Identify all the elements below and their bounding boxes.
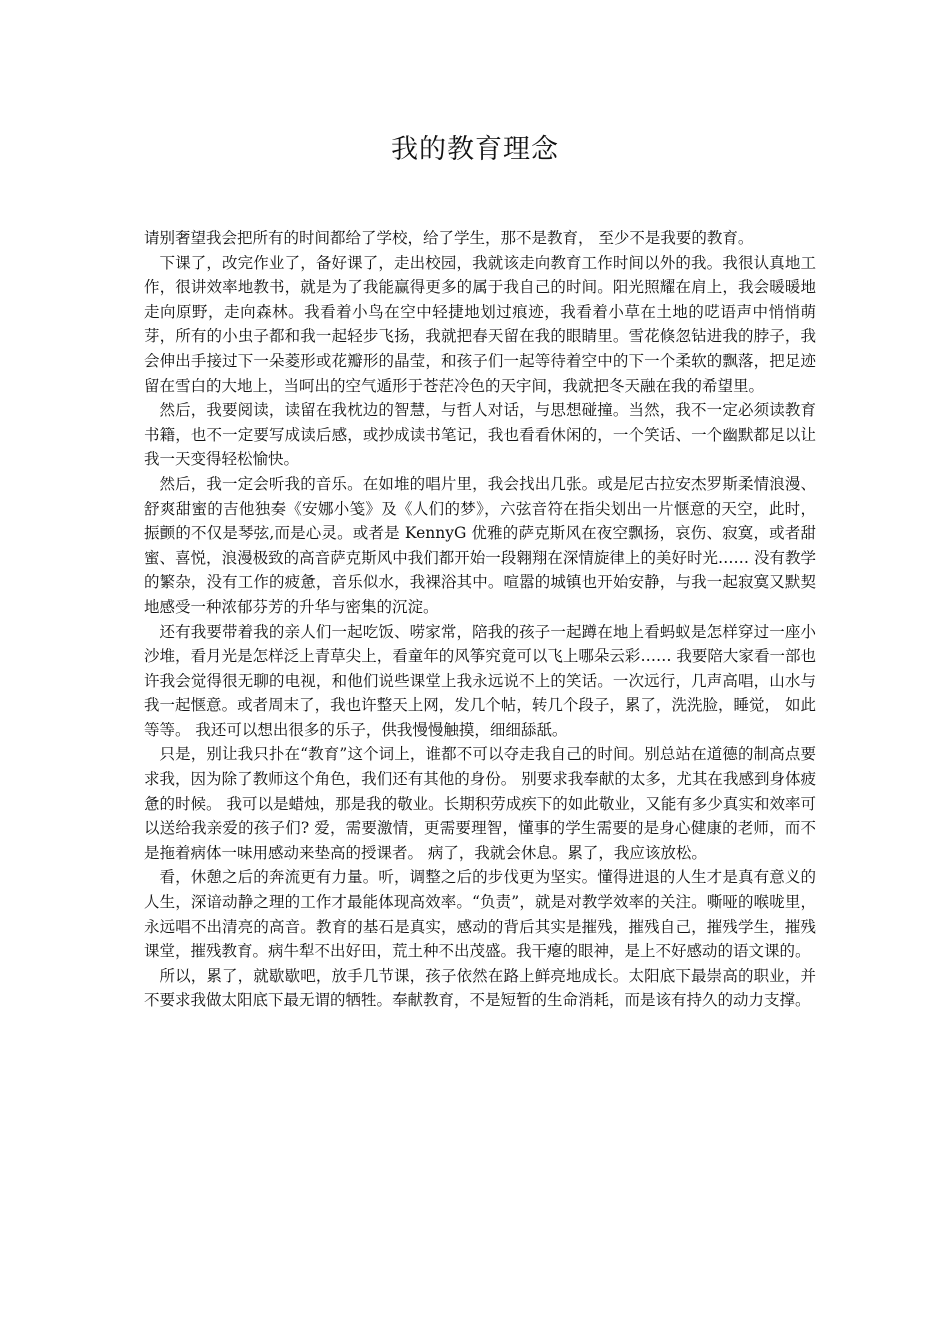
paragraph-7: 看，休憩之后的奔流更有力量。听，调整之后的步伐更为坚实。懂得进退的人生才是真有意义的人生，深谙动静之理的工作才最能体现高效率。“负责”，就是对教学效率的关注。嘶哑的喉咙里，永远唱不出清亮的高音。教育的基石是真实，感动的背后其实是摧残，摧残自己，摧残学生，摧残课堂，摧残教育。病牛犁不出好田，荒土种不出茂盛。我干瘪的眼神，是上不好感动的语文课的。	[144, 868, 816, 961]
paragraph-2: 下课了，改完作业了，备好课了，走出校园，我就该走向教育工作时间以外的我。我很认真地工作，很讲效率地教书，就是为了我能赢得更多的属于我自己的时间。阳光照耀在肩上，我会暖暖地走向原野，走向森林。我看着小鸟在空中轻捷地划过痕迹，我看着小草在土地的呓语声中悄悄萌芽，所有的小虫子都和我一起轻步飞扬，我就把春天留在我的眼睛里。雪花倏忽钻进我的脖子，我会伸出手接过下一朵菱形或花瓣形的晶莹，和孩子们一起等待着空中的下一个柔软的飘落，把足迹留在雪白的大地上，当呵出的空气遁形于苍茫冷色的天宇间，我就把冬天融在我的希望里。	[144, 253, 816, 395]
paragraph-6: 只是，别让我只扑在“教育”这个词上，谁都不可以夺走我自己的时间。别总站在道德的制高点要求我，因为除了教师这个角色，我们还有其他的身份。 别要求我奉献的太多，尤其在我感到身体疲惫的时候。 我可以是蜡烛，那是我的敬业。长期积劳成疾下的如此敬业，又能有多少真实和效率可以送给我亲爱的孩子们? 爱，需要激情，更需要理智，懂事的学生需要的是身心健康的老师，而不是拖着病体一味用感动来垫高的授课者。 病了，我就会休息。累了，我应该放松。	[144, 745, 816, 862]
document-title: 我的教育理念	[391, 134, 559, 165]
paragraph-8: 所以，累了，就歇歇吧，放手几节课，孩子依然在路上鲜亮地成长。太阳底下最崇高的职业，并不要求我做太阳底下最无谓的牺牲。奉献教育，不是短暂的生命消耗，而是该有持久的动力支撑。	[144, 966, 816, 1010]
paragraph-4: 然后，我一定会听我的音乐。在如堆的唱片里，我会找出几张。或是尼古拉安杰罗斯柔情浪漫、舒爽甜蜜的吉他独奏《安娜小笺》及《人们的梦》，六弦音符在指尖划出一片惬意的天空，此时，振颤的不仅是琴弦,而是心灵。或者是 KennyG 优雅的萨克斯风在夜空飘扬，哀伤、寂寞，或者甜蜜、喜悦，浪漫极致的高音萨克斯风中我们都开始一段翱翔在深情旋律上的美好时光…… 没有教学的繁杂，没有工作的疲惫，音乐似水，我裸浴其中。喧嚣的城镇也开始安静，与我一起寂寞又默契地感受一种浓郁芬芳的升华与密集的沉淀。	[144, 474, 816, 616]
paragraph-3: 然后，我要阅读，读留在我枕边的智慧，与哲人对话，与思想碰撞。当然，我不一定必须读教育书籍，也不一定要写成读后感，或抄成读书笔记，我也看看休闲的，一个笑话、一个幽默都足以让我一天变得轻松愉快。	[144, 401, 816, 469]
document-body	[144, 226, 816, 1013]
paragraph-5: 还有我要带着我的亲人们一起吃饭、唠家常，陪我的孩子一起蹲在地上看蚂蚁是怎样穿过一座小沙堆，看月光是怎样泛上青草尖上，看童年的风筝究竟可以飞上哪朵云彩…… 我要陪大家看一部也许我会觉得很无聊的电视，和他们说些课堂上我永远说不上的笑话。一次远行，几声高唱，山水与我一起惬意。或者周末了，我也许整天上网，发几个帖，转几个段子，累了，洗洗脸，睡觉， 如此等等。 我还可以想出很多的乐子，供我慢慢触摸，细细舔舐。	[144, 622, 816, 739]
paragraph-1: 请别奢望我会把所有的时间都给了学校，给了学生，那不是教育， 至少不是我要的教育。	[144, 229, 754, 247]
